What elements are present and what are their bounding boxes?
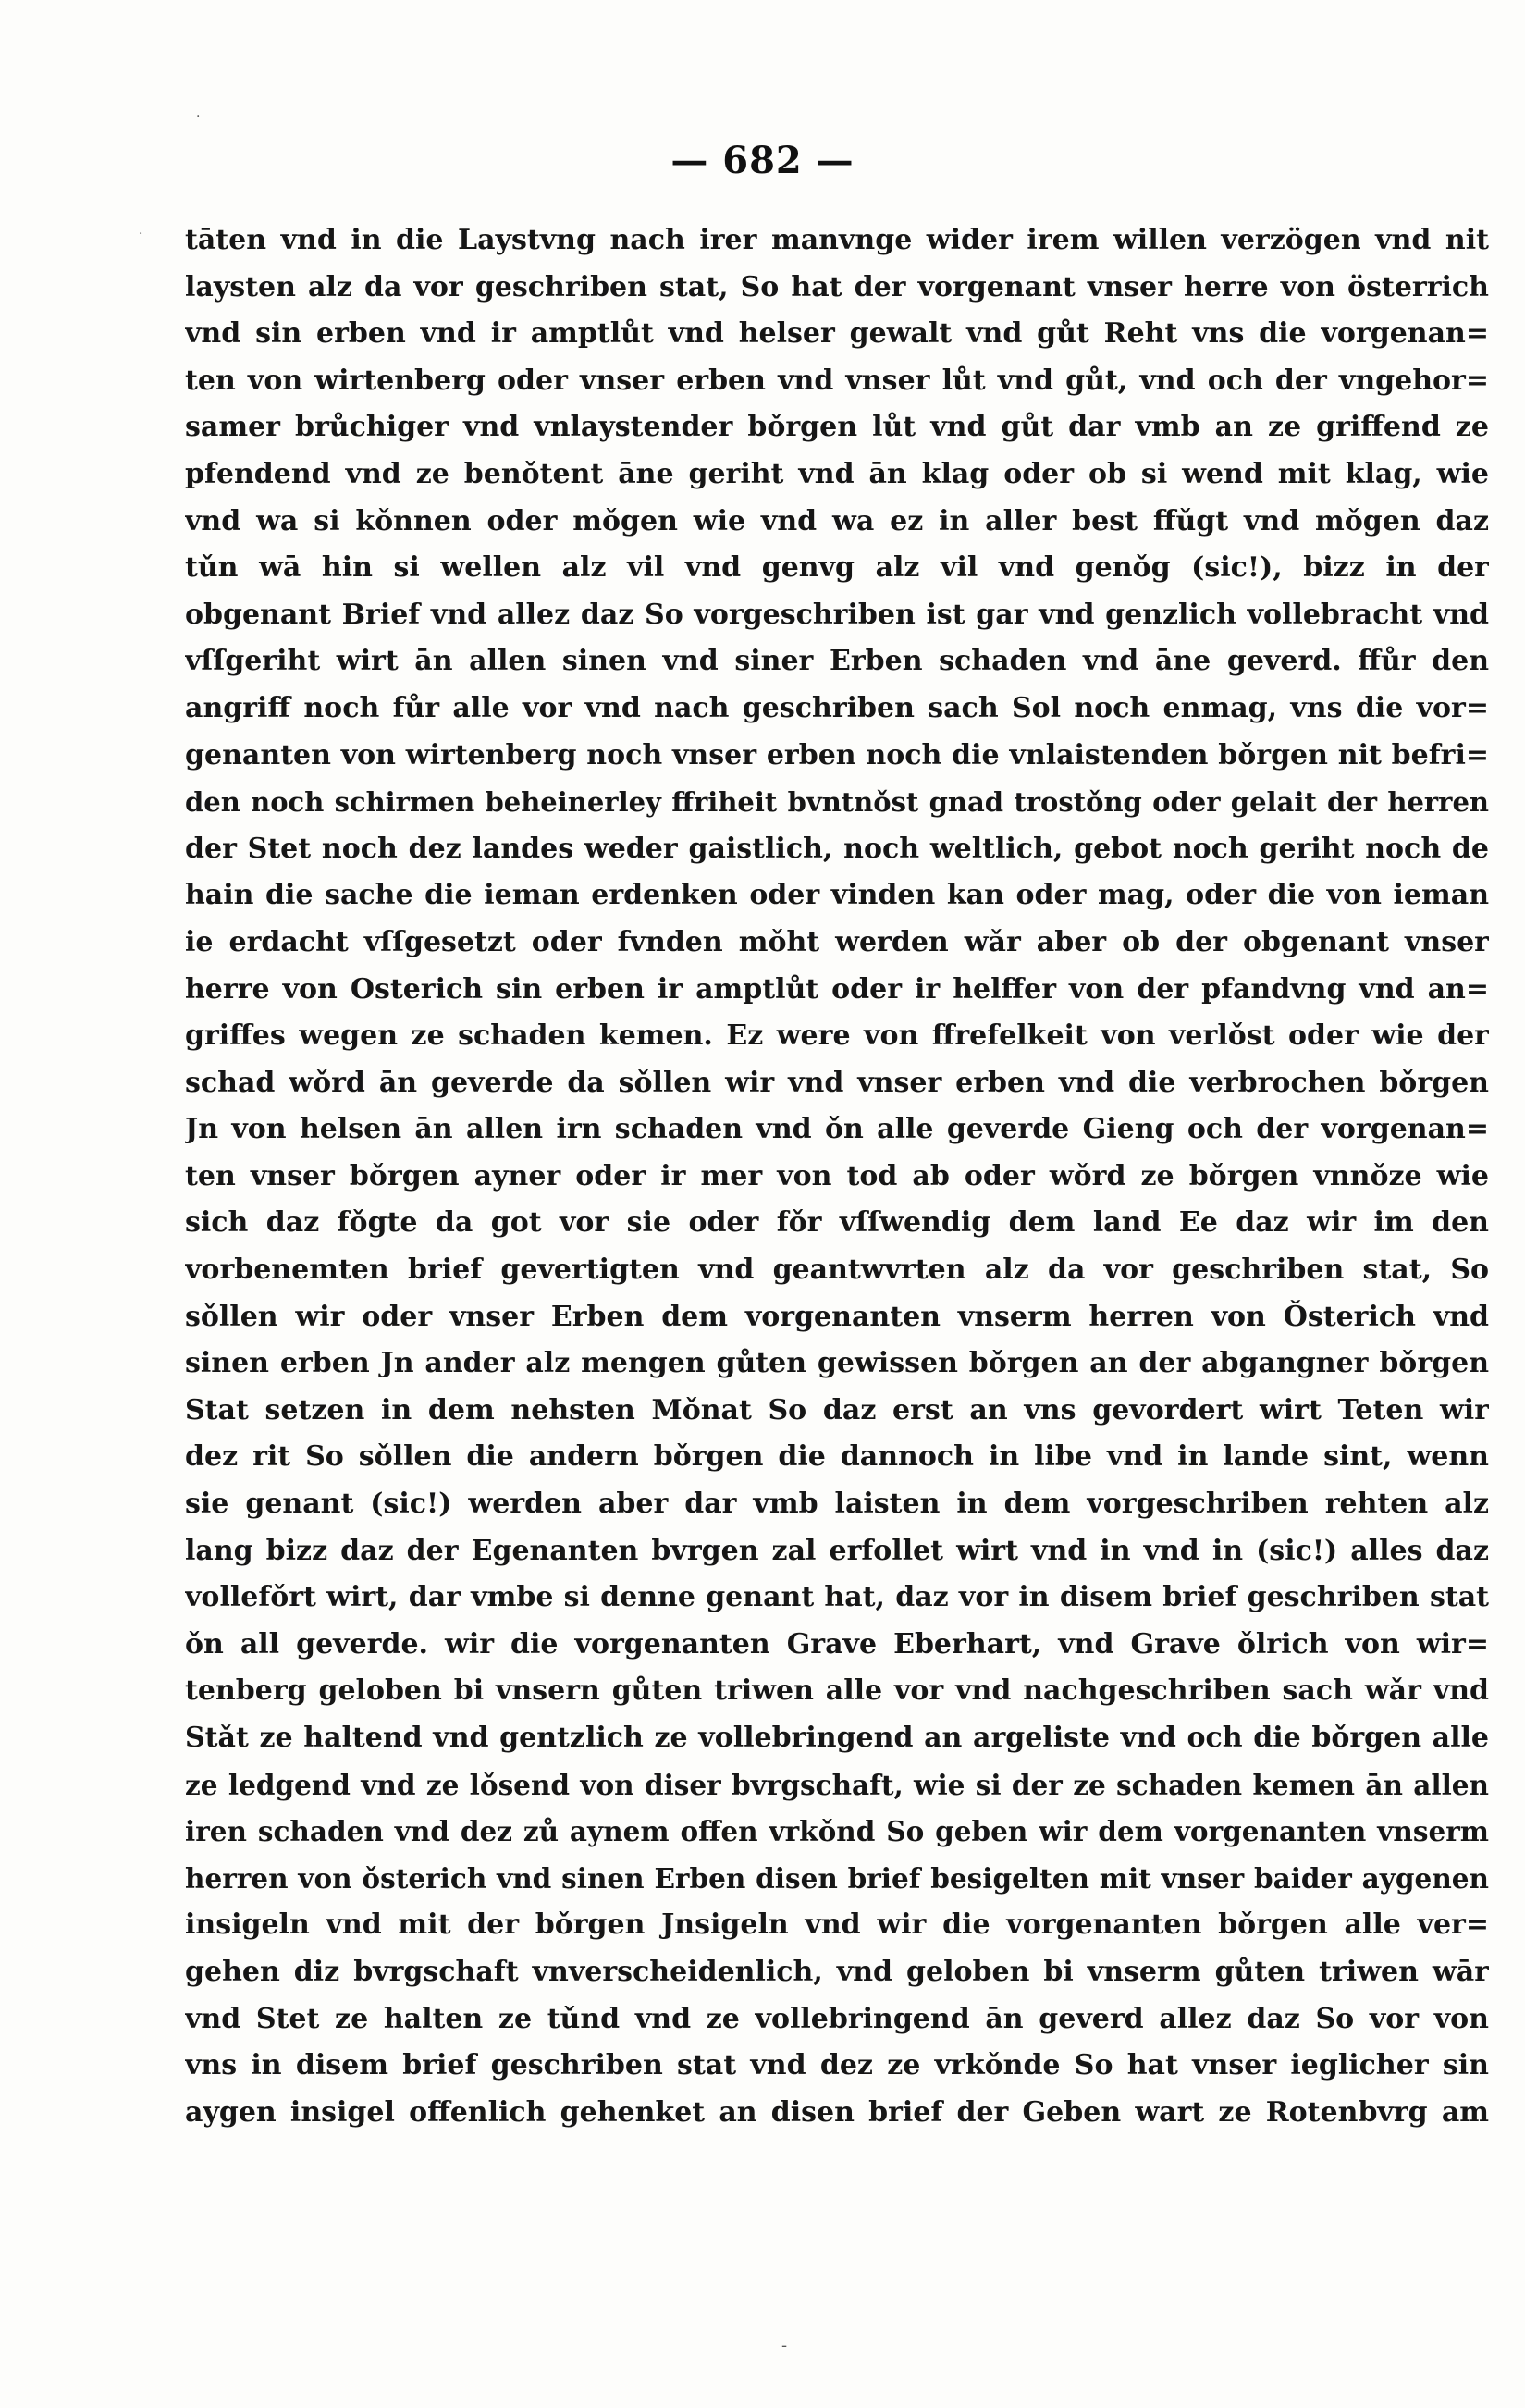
text-line: vnd wa si kǒnnen oder mǒgen wie vnd wa ez in aller best ffǔgt vnd mǒgen daz xyxy=(185,504,1489,537)
text-line: dez rit So sǒllen die andern bǒrgen die dannoch in libe vnd in lande sint, wenn xyxy=(185,1440,1489,1474)
text-line: vollefǒrt wirt, dar vmbe si denne genant hat, daz vor in disem brief geschriben stat xyxy=(185,1581,1489,1614)
text-line: Stǎt ze haltend vnd gentzlich ze vollebringend an argeliste vnd och die bǒrgen alle xyxy=(185,1722,1489,1754)
text-line: sie genant (sic!) werden aber dar vmb laisten in dem vorgeschriben rehten alz xyxy=(185,1488,1489,1521)
text-line: vnd Stet ze halten ze tǔnd vnd ze vollebringend ān geverd allez daz So vor von xyxy=(185,2002,1489,2035)
text-line: laysten alz da vor geschriben stat, So hat der vorgenant vnser herre von österrich xyxy=(185,270,1489,303)
text-line: tenberg geloben bi vnsern gůten triwen alle vor vnd nachgeschriben sach wǎr vnd xyxy=(185,1674,1489,1708)
text-line: schad wǒrd ān geverde da sǒllen wir vnd vnser erben vnd die verbrochen bǒrgen xyxy=(185,1066,1489,1099)
text-line: iren schaden vnd dez zů aynem offen vrkǒnd So geben wir dem vorgenanten vnserm xyxy=(185,1815,1489,1848)
text-line: samer brůchiger vnd vnlaystender bǒrgen lůt vnd gůt dar vmb an ze griffend ze xyxy=(185,411,1489,444)
text-line: aygen insigel offenlich gehenket an disen brief der Geben wart ze Rotenbvrg am xyxy=(185,2095,1489,2129)
text-line: angriff noch fůr alle vor vnd nach geschriben sach Sol noch enmag, vns die vor= xyxy=(185,691,1489,724)
text-line: herren von ǒsterich vnd sinen Erben disen brief besigelten mit vnser baider aygenen xyxy=(185,1861,1489,1895)
stray-dash-mark: - xyxy=(781,2336,788,2355)
text-line: pfendend vnd ze benǒtent āne geriht vnd ān klag oder ob si wend mit klag, wie xyxy=(185,457,1489,490)
text-line: vns in disem brief geschriben stat vnd dez ze vrkǒnde So hat vnser ieglicher sin xyxy=(185,2049,1489,2082)
text-line: vorbenemten brief gevertigten vnd geantwvrten alz da vor geschriben stat, So xyxy=(185,1253,1489,1287)
body-text xyxy=(185,217,1489,2136)
text-line: genanten von wirtenberg noch vnser erben noch die vnlaistenden bǒrgen nit befri= xyxy=(185,738,1489,772)
text-line: sinen erben Jn ander alz mengen gůten gewissen bǒrgen an der abgangner bǒrgen xyxy=(185,1347,1489,1380)
text-line: ǒn all geverde. wir die vorgenanten Grave Eberhart, vnd Grave ǒlrich von wir= xyxy=(185,1627,1489,1661)
text-line: lang bizz daz der Egenanten bvrgen zal erfollet wirt vnd in vnd in (sic!) alles daz xyxy=(185,1534,1489,1567)
text-line: griffes wegen ze schaden kemen. Ez were von ffrefelkeit von verlǒst oder wie der xyxy=(185,1019,1489,1053)
text-line: hain die sache die ieman erdenken oder vinden kan oder mag, oder die von ieman xyxy=(185,879,1489,912)
text-line: vnd sin erben vnd ir amptlůt vnd helser gewalt vnd gůt Reht vns die vorgenan= xyxy=(185,317,1489,351)
stray-dot-mark: · xyxy=(196,109,201,124)
page-number: — 682 — xyxy=(670,139,855,182)
text-line: herre von Osterich sin erben ir amptlůt oder ir helffer von der pfandvng vnd an= xyxy=(185,972,1489,1006)
text-line: vſſgeriht wirt ān allen sinen vnd siner Erben schaden vnd āne geverd. ffůr den xyxy=(185,645,1489,678)
text-line: Stat setzen in dem nehsten Mǒnat So daz erst an vns gevordert wirt Teten wir xyxy=(185,1393,1489,1426)
text-line: ten von wirtenberg oder vnser erben vnd vnser lůt vnd gůt, vnd och der vngehor= xyxy=(185,364,1489,397)
text-line: tāten vnd in die Laystvng nach irer manvnge wider irem willen verzögen vnd nit xyxy=(185,224,1489,256)
text-line: ten vnser bǒrgen ayner oder ir mer von tod ab oder wǒrd ze bǒrgen vnnǒze wie xyxy=(185,1159,1489,1192)
text-line: den noch schirmen beheinerley ffriheit bvntnǒst gnad trostǒng oder gelait der herren xyxy=(185,786,1489,819)
text-line: tǔn wā hin si wellen alz vil vnd genvg alz vil vnd genǒg (sic!), bizz in der xyxy=(185,551,1489,585)
text-line: Jn von helsen ān allen irn schaden vnd ǒn alle geverde Gieng och der vorgenan= xyxy=(185,1113,1489,1146)
text-line: ze ledgend vnd ze lǒsend von diser bvrgschaft, wie si der ze schaden kemen ān allen xyxy=(185,1768,1489,1801)
text-line: obgenant Brief vnd allez daz So vorgeschriben ist gar vnd genzlich vollebracht vnd xyxy=(185,598,1489,631)
text-line: insigeln vnd mit der bǒrgen Jnsigeln vnd wir die vorgenanten bǒrgen alle ver= xyxy=(185,1908,1489,1942)
text-line: gehen diz bvrgschaft vnverscheidenlich, vnd geloben bi vnserm gůten triwen wār xyxy=(185,1955,1489,1988)
text-line: der Stet noch dez landes weder gaistlich, noch weltlich, gebot noch geriht noch de xyxy=(185,832,1489,865)
margin-dot-mark: · xyxy=(139,227,143,241)
text-line: sich daz fǒgte da got vor sie oder fǒr vſſwendig dem land Ee daz wir im den xyxy=(185,1206,1489,1240)
text-line: ie erdacht vſſgesetzt oder fvnden mǒht werden wǎr aber ob der obgenant vnser xyxy=(185,925,1489,958)
text-line: sǒllen wir oder vnser Erben dem vorgenanten vnserm herren von Ǒsterich vnd xyxy=(185,1300,1489,1333)
